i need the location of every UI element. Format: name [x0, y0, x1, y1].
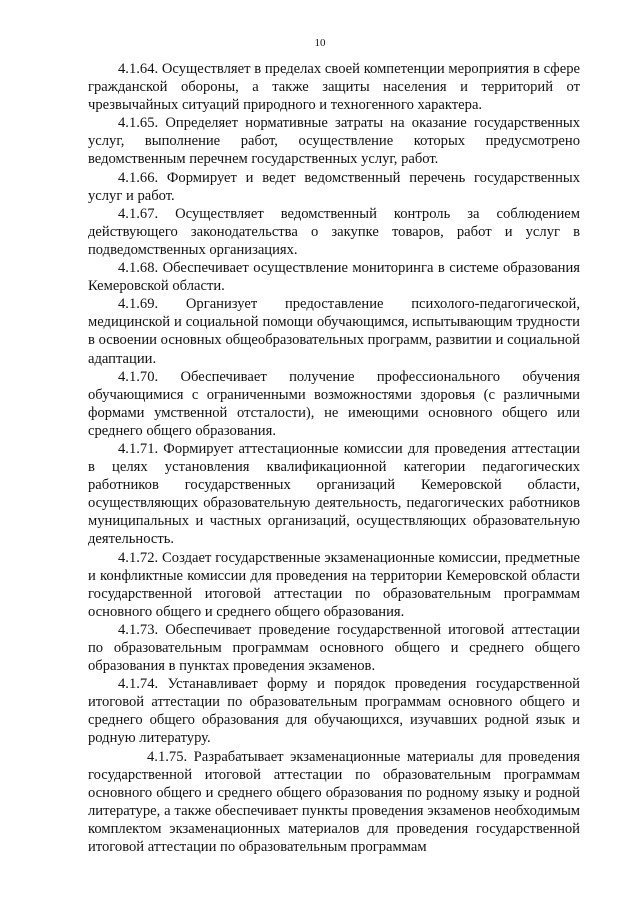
paragraph-4-1-74: 4.1.74. Устанавливает форму и порядок проведения государственной итоговой аттестации по образовательным программам основного общего и среднего общего образования для обучающихся, изучавших родной язык и родную литературу. — [88, 676, 580, 747]
paragraph-4-1-68: 4.1.68. Обеспечивает осуществление мониторинга в системе образования Кемеровской области. — [88, 260, 580, 295]
paragraph-4-1-69: 4.1.69. Организует предоставление психолого-педагогической, медицинской и социальной помощи обучающимся, испытывающим трудности в освоении основных общеобразовательных программ, развитии и социальной адаптации. — [88, 296, 580, 367]
paragraph-4-1-72: 4.1.72. Создает государственные экзаменационные комиссии, предметные и конфликтные комиссии для проведения на территории Кемеровской области государственной итоговой аттестации по образовательным программам основного общего и среднего общего образования. — [88, 549, 580, 620]
paragraph-4-1-64: 4.1.64. Осуществляет в пределах своей компетенции мероприятия в сфере гражданской обороны, а также защиты населения и территорий от чрезвычайных ситуаций природного и техногенного характера. — [88, 61, 580, 114]
paragraph-4-1-75: 4.1.75. Разрабатывает экзаменационные материалы для проведения государственной итоговой аттестации по образовательным программам основного общего и среднего общего образования по родному языку и родной литературе, а также обеспечивает пункты проведения экзаменов необходимым комплектом экзаменационных материалов для проведения государственной итоговой аттестации по образовательным программам — [88, 748, 580, 856]
page-number: 10 — [314, 37, 326, 49]
document-body — [88, 60, 580, 856]
paragraph-4-1-65: 4.1.65. Определяет нормативные затраты на оказание государственных услуг, выполнение работ, осуществление которых предусмотрено ведомственным перечнем государственных услуг, работ. — [88, 115, 580, 168]
paragraph-4-1-70: 4.1.70. Обеспечивает получение профессионального обучения обучающимися с ограниченными возможностями здоровья (с различными формами умственной отсталости), не имеющими основного общего или среднего общего образования. — [88, 368, 580, 439]
paragraph-4-1-67: 4.1.67. Осуществляет ведомственный контроль за соблюдением действующего законодательства о закупке товаров, работ и услуг в подведомственных организациях. — [88, 205, 580, 258]
paragraph-4-1-73: 4.1.73. Обеспечивает проведение государственной итоговой аттестации по образовательным программам основного общего и среднего общего образования в пунктах проведения экзаменов. — [88, 621, 580, 675]
paragraph-4-1-71: 4.1.71. Формирует аттестационные комиссии для проведения аттестации в целях установления квалификационной категории педагогических работников государственных организаций Кемеровской области, осуществляющих образовательную деятельность, педагогических работников муниципальных и частных организаций, осуществляющих образовательную деятельность. — [88, 440, 580, 548]
paragraph-4-1-66: 4.1.66. Формирует и ведет ведомственный перечень государственных услуг и работ. — [88, 169, 580, 204]
